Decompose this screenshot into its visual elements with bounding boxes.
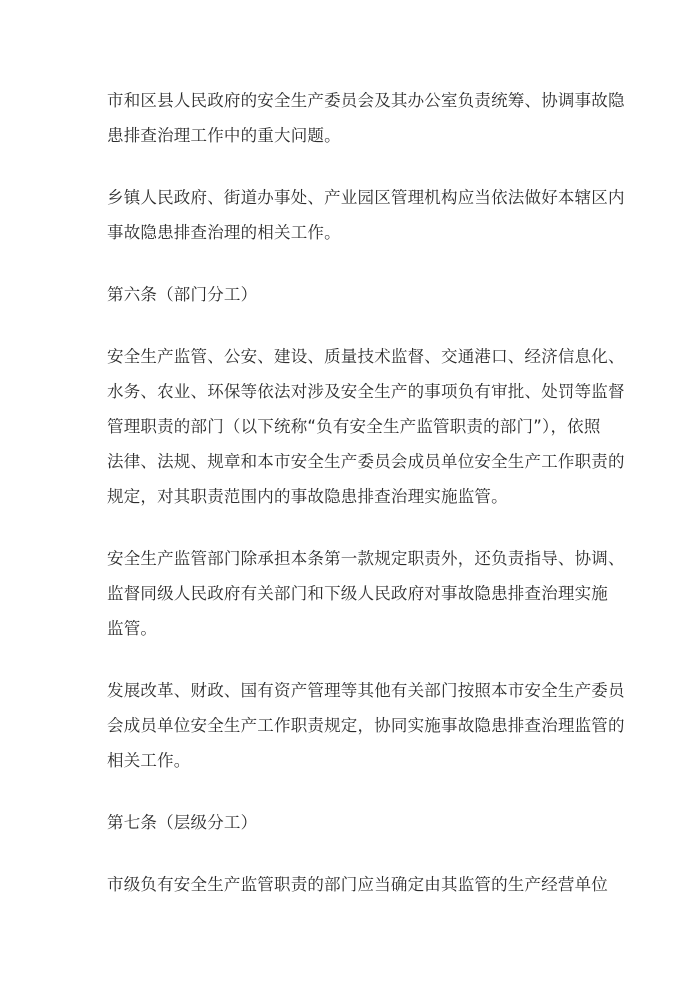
text-line: 相关工作。: [107, 751, 191, 770]
article-7-heading: [107, 805, 607, 840]
heading-text: 第六条（部门分工）: [107, 285, 258, 304]
text-line: 乡镇人民政府、街道办事处、产业园区管理机构应当依法做好本辖区内: [107, 188, 625, 207]
text-line: 事故隐患排查治理的相关工作。: [107, 223, 341, 242]
text-line: 法律、法规、规章和本市安全生产委员会成员单位安全生产工作职责的: [107, 452, 625, 471]
paragraph-regulatory-departments: [107, 339, 625, 514]
text-line: 安全生产监管、公安、建设、质量技术监督、交通港口、经济信息化、: [107, 347, 625, 366]
text-line: 市和区县人民政府的安全生产委员会及其办公室负责统筹、协调事故隐: [107, 91, 625, 110]
text-line: 水务、农业、环保等依法对涉及安全生产的事项负有审批、处罚等监督: [107, 382, 625, 401]
paragraph-safety-supervision-department: [107, 541, 625, 646]
text-line: 管理职责的部门（以下统称“负有安全生产监管职责的部门”），依照: [107, 417, 601, 436]
text-line: 患排查治理工作中的重大问题。: [107, 126, 341, 145]
text-line: 规定，对其职责范围内的事故隐患排查治理实施监管。: [107, 487, 508, 506]
text-line: 发展改革、财政、国有资产管理等其他有关部门按照本市安全生产委员: [107, 681, 625, 700]
paragraph-municipal-departments: [107, 867, 607, 902]
heading-text: 第七条（层级分工）: [107, 813, 258, 832]
text-line: 监管。: [107, 619, 158, 638]
document-body: [107, 83, 625, 929]
paragraph-township-government: [107, 180, 625, 250]
paragraph-district-committee: [107, 83, 625, 153]
text-line: 会成员单位安全生产工作职责规定，协同实施事故隐患排查治理监管的: [107, 716, 625, 735]
paragraph-other-departments: [107, 673, 625, 778]
text-line: 市级负有安全生产监管职责的部门应当确定由其监管的生产经营单位: [107, 875, 608, 894]
text-line: 安全生产监管部门除承担本条第一款规定职责外，还负责指导、协调、: [107, 549, 625, 568]
text-line: 监督同级人民政府有关部门和下级人民政府对事故隐患排查治理实施: [107, 584, 608, 603]
article-6-heading: [107, 277, 607, 312]
